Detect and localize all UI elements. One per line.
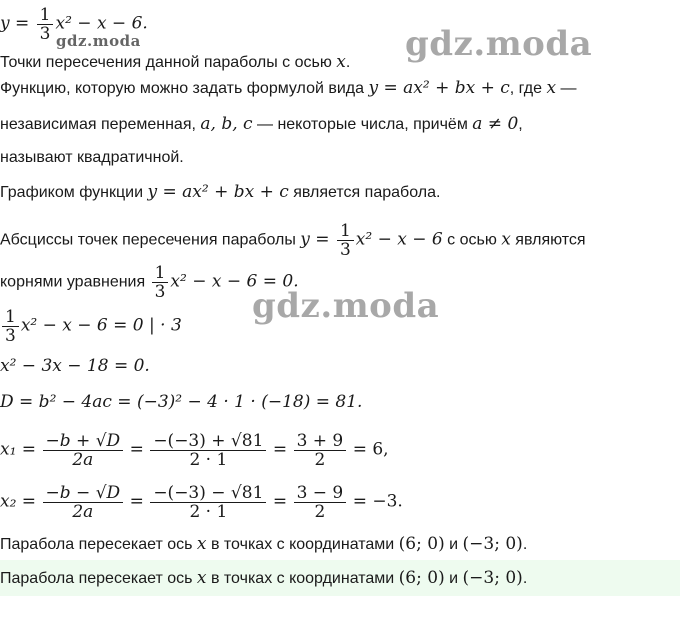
text: независимая переменная, xyxy=(0,116,201,133)
math-formula: y = ax² + bx + c xyxy=(147,182,289,202)
fraction-numerator: −(−3) + √81 xyxy=(150,432,266,451)
math-var: x xyxy=(501,229,511,250)
fraction-numerator: 1 xyxy=(2,308,19,327)
text: , где xyxy=(509,80,547,97)
root-result: = −3. xyxy=(352,491,403,512)
fraction-denominator: 3 xyxy=(154,282,166,302)
fraction xyxy=(2,308,19,345)
fraction-numerator: 1 xyxy=(337,222,354,241)
fraction-numerator: 1 xyxy=(152,264,169,283)
fraction-numerator: −b + √D xyxy=(43,432,124,451)
math-discriminant: D = b² − 4ac = (−3)² − 4 · 1 · (−18) = 81. xyxy=(0,392,363,412)
text: в точках с координатами xyxy=(206,536,399,553)
fraction-numerator: 1 xyxy=(37,6,54,25)
text: является парабола. xyxy=(288,184,441,201)
text: Функцию, которую можно задать формулой вида xyxy=(0,80,369,97)
fraction-numerator: 3 + 9 xyxy=(294,432,347,451)
text: называют квадратичной. xyxy=(0,149,184,166)
equation-rest: x² − x − 6. xyxy=(55,13,148,34)
fraction xyxy=(150,484,266,521)
math-condition: a ≠ 0 xyxy=(472,114,519,134)
text: Абсциссы точек пересечения параболы xyxy=(0,231,301,249)
equals-sign: = xyxy=(272,439,288,460)
text: и xyxy=(444,536,463,553)
fraction-denominator: 2 · 1 xyxy=(189,450,228,470)
text: . xyxy=(522,570,528,587)
equation-multiply xyxy=(0,308,182,345)
fraction xyxy=(43,432,124,469)
fraction-numerator: 3 − 9 xyxy=(294,484,347,503)
fraction xyxy=(337,222,354,259)
conclusion xyxy=(0,534,527,555)
equals-sign: = xyxy=(129,491,144,512)
text: Точки пересечения данной параболы с осью xyxy=(0,54,337,71)
definition-line-3 xyxy=(0,148,184,168)
text: . xyxy=(522,536,528,553)
math-formula: y = ax² + bx + c xyxy=(368,78,510,98)
math-var: x xyxy=(196,568,207,588)
fraction-numerator: −(−3) − √81 xyxy=(150,484,266,503)
fraction xyxy=(150,432,266,469)
graph-statement xyxy=(0,182,440,203)
root-result: = 6, xyxy=(352,439,389,460)
equation-lhs: y = xyxy=(0,13,35,34)
fraction xyxy=(152,264,169,301)
fraction-denominator: 2 · 1 xyxy=(189,502,228,522)
math-var: x xyxy=(196,534,207,554)
math-rest: x² − x − 6 = 0. xyxy=(170,271,299,292)
definition-line-2 xyxy=(0,114,523,135)
text: Парабола пересекает ось xyxy=(0,570,197,587)
root-lhs: x₁ = xyxy=(0,439,37,460)
fraction-denominator: 2a xyxy=(72,502,94,522)
fraction-denominator: 3 xyxy=(339,240,351,260)
fraction xyxy=(294,484,347,521)
text: Парабола пересекает ось xyxy=(0,536,197,553)
text: и xyxy=(444,570,463,587)
math-equation: x² − 3x − 18 = 0. xyxy=(0,356,150,376)
text: Графиком функции xyxy=(0,184,148,201)
fraction xyxy=(43,484,124,521)
point-2: (−3; 0) xyxy=(462,534,523,554)
text: корнями уравнения xyxy=(0,273,150,291)
math-lhs: y = xyxy=(300,229,335,250)
text: с осью xyxy=(442,231,502,249)
text: являются xyxy=(510,231,586,249)
math-rest: x² − x − 6 = 0 | · 3 xyxy=(20,315,182,336)
discriminant xyxy=(0,392,362,413)
fraction xyxy=(37,6,54,43)
answer-box xyxy=(0,560,680,596)
equation-simplified xyxy=(0,356,150,377)
fraction-numerator: −b − √D xyxy=(43,484,124,503)
definition-line-1 xyxy=(0,78,577,99)
fraction-denominator: 2 xyxy=(314,502,326,522)
watermark-large-1: gdz.moda xyxy=(405,24,593,64)
fraction-denominator: 2 xyxy=(314,450,326,470)
text: , xyxy=(518,116,523,133)
intersection-heading xyxy=(0,52,350,73)
text: — некоторые числа, причём xyxy=(252,116,473,133)
point-1: (6; 0) xyxy=(398,534,445,554)
root-lhs: x₂ = xyxy=(0,491,37,512)
watermark-small: gdz.moda xyxy=(56,32,141,50)
math-var: x xyxy=(336,52,346,72)
math-rest: x² − x − 6 xyxy=(355,229,443,250)
fraction xyxy=(294,432,347,469)
equals-sign: = xyxy=(129,439,144,460)
fraction-denominator: 2a xyxy=(72,450,94,470)
point-2: (−3; 0) xyxy=(462,568,523,588)
abscissa-statement xyxy=(0,222,586,259)
equals-sign: = xyxy=(272,491,288,512)
text: . xyxy=(345,54,351,71)
fraction-denominator: 3 xyxy=(39,24,51,44)
math-var: x xyxy=(546,78,557,98)
root-x1 xyxy=(0,432,389,469)
text: в точках с координатами xyxy=(206,570,399,587)
text: — xyxy=(556,80,577,97)
point-1: (6; 0) xyxy=(398,568,445,588)
fraction-denominator: 3 xyxy=(5,326,16,346)
root-x2 xyxy=(0,484,403,521)
watermark-large-2: gdz.moda xyxy=(252,286,440,326)
math-vars: a, b, c xyxy=(200,114,253,134)
